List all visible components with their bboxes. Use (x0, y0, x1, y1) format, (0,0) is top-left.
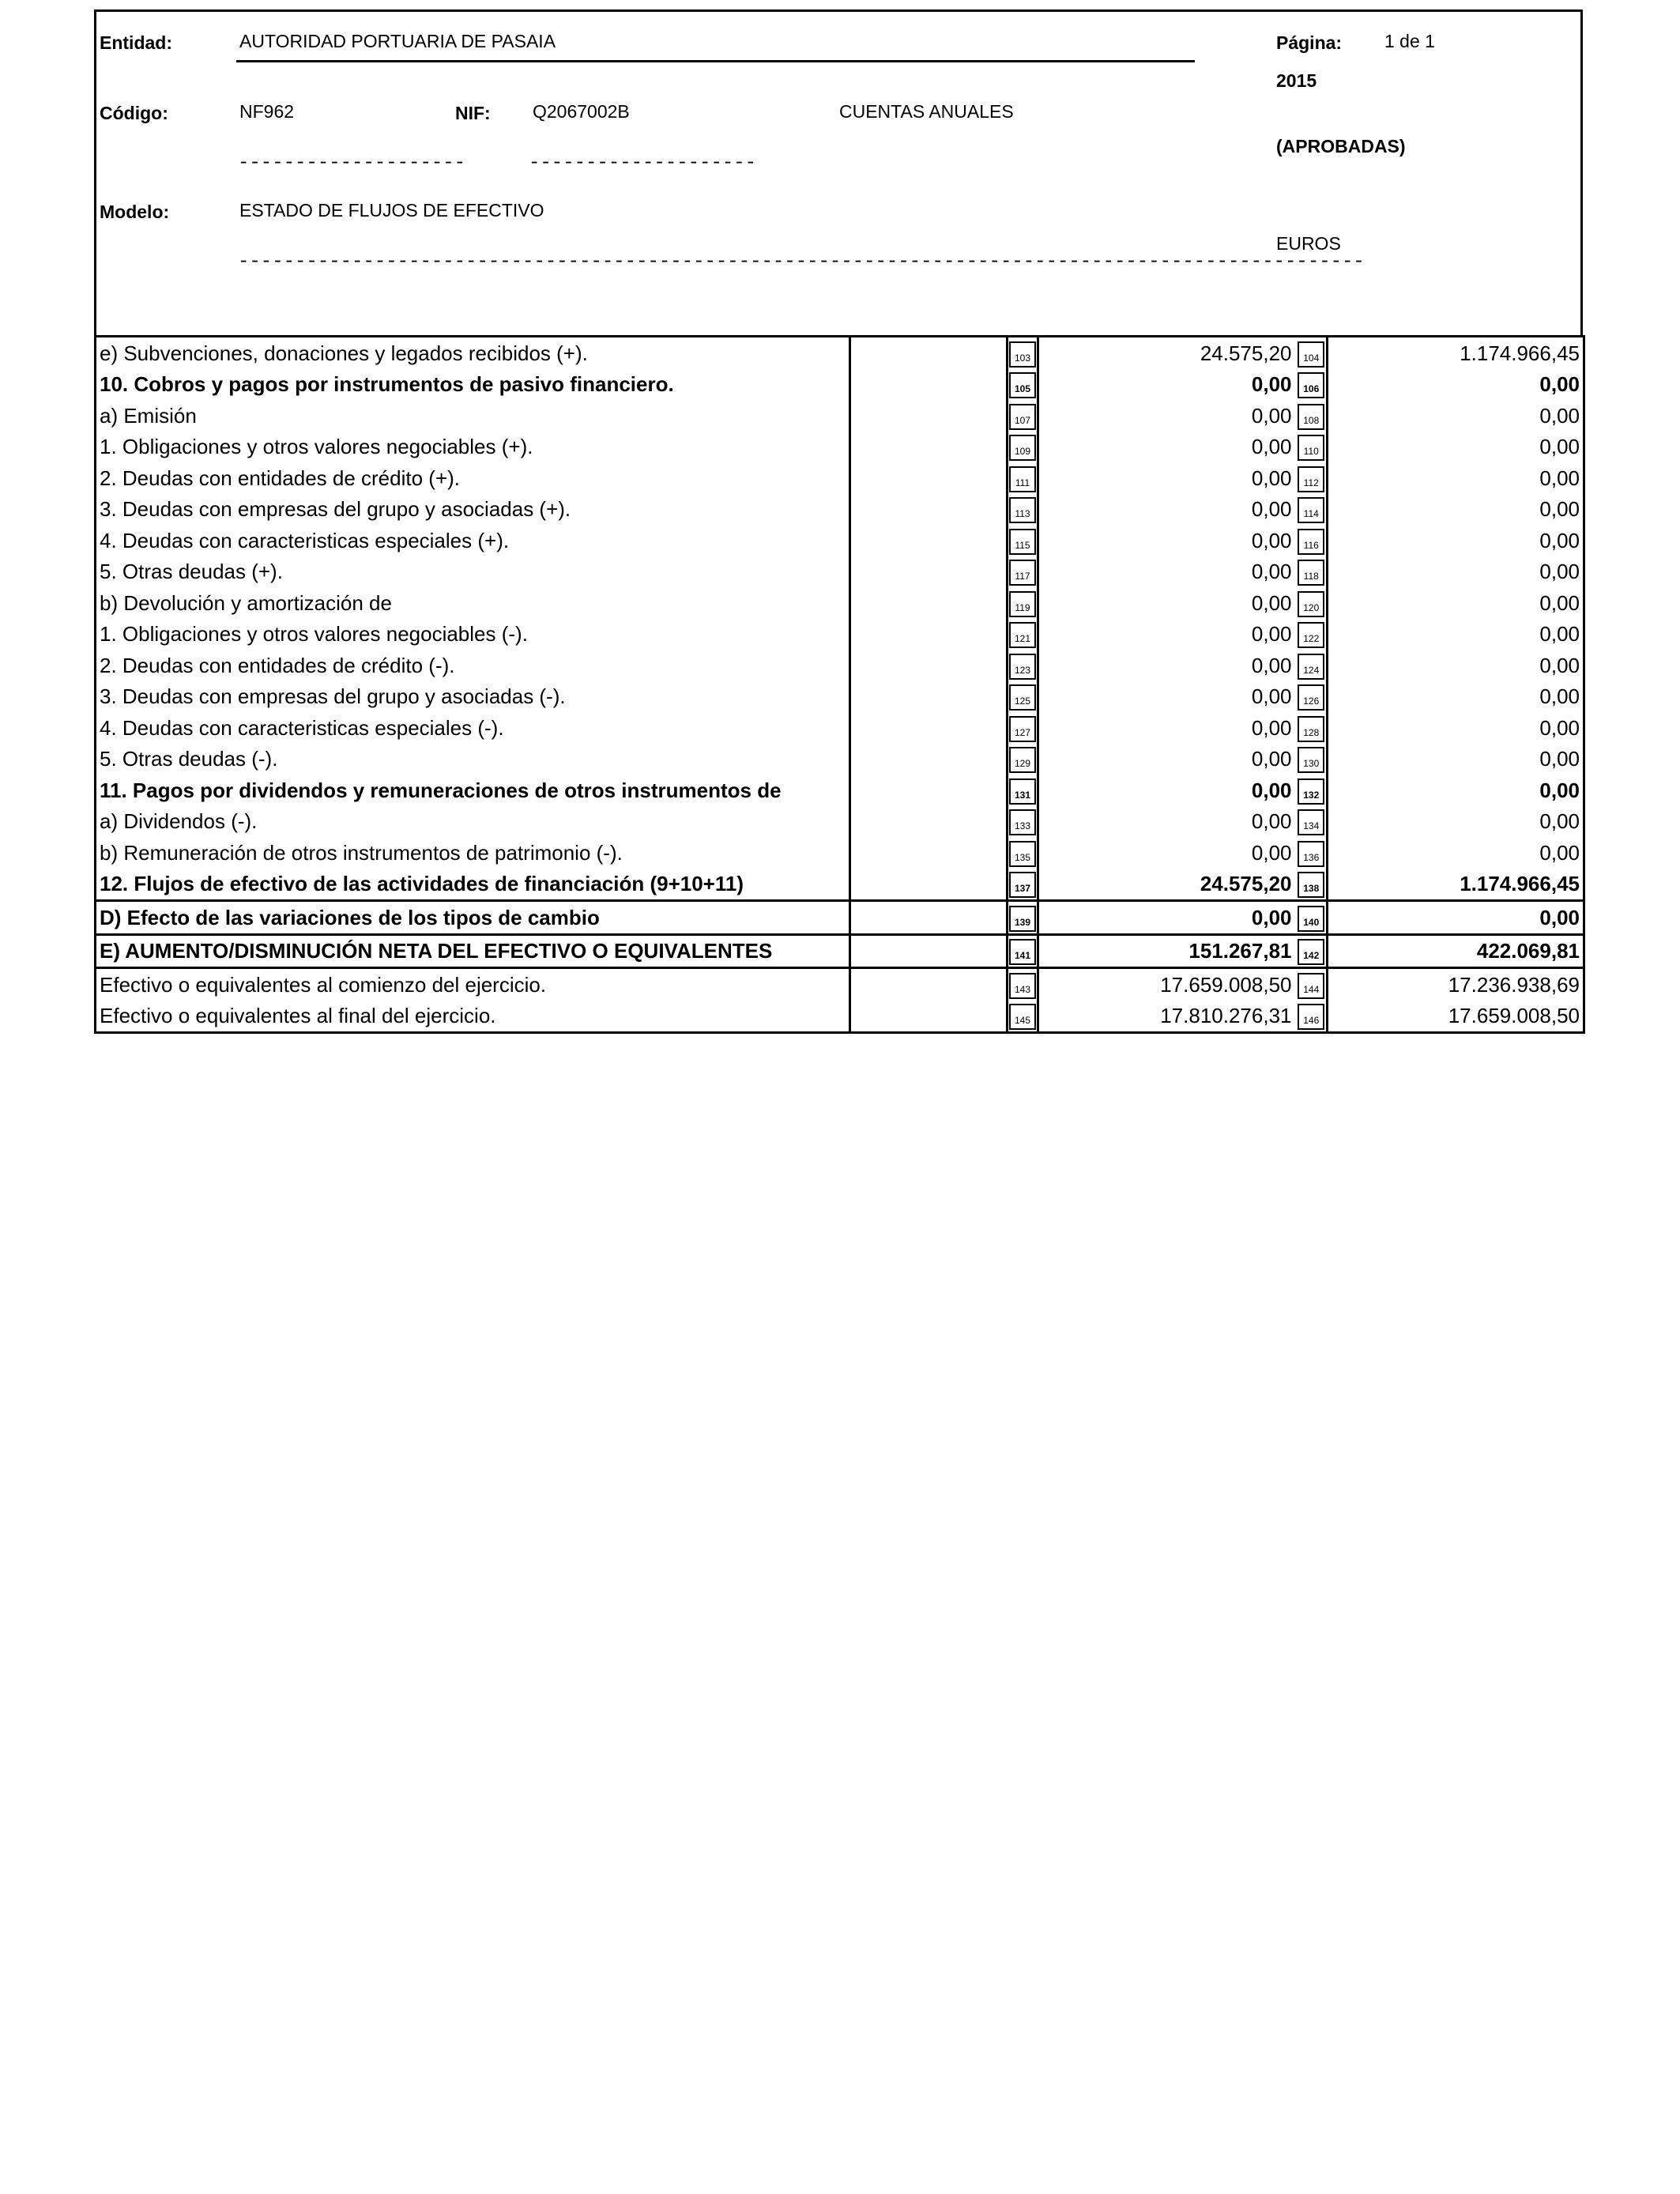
row-value-2015: 0,00 (1038, 712, 1297, 744)
codigo-dash-line: -------------------- (238, 153, 466, 174)
row-label: Efectivo o equivalentes al comienzo del ejercicio. (96, 968, 850, 1001)
row-code2: 118 (1298, 560, 1324, 586)
row-blank-cell (850, 712, 1008, 744)
table-row-16 (96, 806, 1584, 838)
cuentas-anuales: CUENTAS ANUALES (839, 101, 1014, 122)
row-label: b) Remuneración de otros instrumentos de patrimonio (-). (96, 837, 850, 869)
row-value-prev: 0,00 (1328, 806, 1584, 838)
row-value-prev: 0,00 (1328, 587, 1584, 619)
row-blank-cell (850, 934, 1008, 968)
row-code1-cell (1008, 619, 1038, 650)
modelo-label: Modelo: (100, 202, 170, 222)
row-code2-cell (1297, 432, 1328, 463)
row-value-prev: 422.069,81 (1328, 934, 1584, 968)
row-value-prev: 0,00 (1328, 369, 1584, 401)
table-row-4 (96, 432, 1584, 463)
currency-label: EUROS (1276, 233, 1341, 254)
row-code1: 131 (1009, 778, 1036, 805)
row-code2: 142 (1298, 939, 1324, 965)
row-value-2015: 0,00 (1038, 432, 1297, 463)
row-blank-cell (850, 556, 1008, 588)
modelo-dash-line: --------------------------------------------------------------------------------------------------- (238, 251, 1365, 273)
table-row-2 (96, 369, 1584, 401)
row-code2-cell (1297, 681, 1328, 713)
row-value-2015: 0,00 (1038, 494, 1297, 526)
table-row-18 (96, 869, 1584, 901)
row-code1-cell (1008, 556, 1038, 588)
row-code1-cell (1008, 462, 1038, 494)
row-code2-cell (1297, 556, 1328, 588)
row-value-prev: 0,00 (1328, 901, 1584, 935)
row-value-2015: 0,00 (1038, 681, 1297, 713)
row-code2-cell (1297, 587, 1328, 619)
row-value-2015: 0,00 (1038, 744, 1297, 775)
row-blank-cell (850, 744, 1008, 775)
row-blank-cell (850, 775, 1008, 806)
row-code1-cell (1008, 650, 1038, 681)
row-code2: 104 (1298, 341, 1324, 368)
row-blank-cell (850, 837, 1008, 869)
row-code1: 135 (1009, 841, 1036, 867)
table-row-22 (96, 1001, 1584, 1033)
row-code1: 105 (1009, 372, 1036, 398)
row-code1: 143 (1009, 973, 1036, 999)
row-code2: 146 (1298, 1004, 1324, 1030)
year: 2015 (1276, 70, 1317, 91)
cash-flow-body (96, 337, 1584, 1033)
table-row-3 (96, 400, 1584, 432)
row-code2: 144 (1298, 973, 1324, 999)
row-blank-cell (850, 650, 1008, 681)
row-code2-cell (1297, 400, 1328, 432)
row-label: 4. Deudas con caracteristicas especiales (+). (96, 525, 850, 556)
row-value-2015: 0,00 (1038, 837, 1297, 869)
row-code1-cell (1008, 901, 1038, 935)
row-label: 5. Otras deudas (+). (96, 556, 850, 588)
row-value-2015: 0,00 (1038, 400, 1297, 432)
row-label: D) Efecto de las variaciones de los tipos de cambio (96, 901, 850, 935)
table-row-8 (96, 556, 1584, 588)
row-code2: 110 (1298, 435, 1324, 461)
row-code2: 138 (1298, 872, 1324, 898)
row-value-prev: 0,00 (1328, 744, 1584, 775)
row-value-2015: 24.575,20 (1038, 869, 1297, 901)
row-blank-cell (850, 400, 1008, 432)
row-blank-cell (850, 432, 1008, 463)
row-code1-cell (1008, 432, 1038, 463)
row-code2: 108 (1298, 404, 1324, 430)
row-code1-cell (1008, 681, 1038, 713)
row-code2-cell (1297, 712, 1328, 744)
row-label: 3. Deudas con empresas del grupo y asociadas (-). (96, 681, 850, 713)
row-code1-cell (1008, 934, 1038, 968)
row-blank-cell (850, 1001, 1008, 1033)
row-label: 1. Obligaciones y otros valores negociables (-). (96, 619, 850, 650)
row-code1-cell (1008, 712, 1038, 744)
row-label: b) Devolución y amortización de (96, 587, 850, 619)
row-value-prev: 0,00 (1328, 525, 1584, 556)
row-code1: 123 (1009, 654, 1036, 680)
row-value-2015: 0,00 (1038, 587, 1297, 619)
row-code2-cell (1297, 1001, 1328, 1033)
row-code2-cell (1297, 337, 1328, 369)
row-code1-cell (1008, 869, 1038, 901)
table-row-6 (96, 494, 1584, 526)
row-code2-cell (1297, 369, 1328, 401)
table-row-20 (96, 934, 1584, 968)
row-code2: 130 (1298, 747, 1324, 773)
entidad-value: AUTORIDAD PORTUARIA DE PASAIA (239, 31, 556, 51)
row-code2-cell (1297, 901, 1328, 935)
table-row-12 (96, 681, 1584, 713)
row-code2-cell (1297, 775, 1328, 806)
row-value-prev: 0,00 (1328, 400, 1584, 432)
row-value-2015: 0,00 (1038, 775, 1297, 806)
table-row-19 (96, 901, 1584, 935)
row-code1-cell (1008, 587, 1038, 619)
row-value-2015: 0,00 (1038, 556, 1297, 588)
row-label: a) Dividendos (-). (96, 806, 850, 838)
row-label: e) Subvenciones, donaciones y legados recibidos (+). (96, 337, 850, 369)
row-value-prev: 0,00 (1328, 837, 1584, 869)
row-code1-cell (1008, 400, 1038, 432)
row-label: 2. Deudas con entidades de crédito (-). (96, 650, 850, 681)
row-code1: 115 (1009, 529, 1036, 555)
row-code2: 128 (1298, 716, 1324, 742)
row-code1-cell (1008, 369, 1038, 401)
row-code2: 140 (1298, 906, 1324, 932)
row-code2: 134 (1298, 809, 1324, 835)
row-value-2015: 24.575,20 (1038, 337, 1297, 369)
row-code2-cell (1297, 968, 1328, 1001)
table-row-13 (96, 712, 1584, 744)
row-blank-cell (850, 901, 1008, 935)
row-code2: 106 (1298, 372, 1324, 398)
row-code1: 139 (1009, 906, 1036, 932)
row-value-prev: 0,00 (1328, 462, 1584, 494)
row-code1-cell (1008, 744, 1038, 775)
table-row-9 (96, 587, 1584, 619)
table-row-21 (96, 968, 1584, 1001)
row-code1-cell (1008, 775, 1038, 806)
row-value-prev: 1.174.966,45 (1328, 337, 1584, 369)
row-code2-cell (1297, 869, 1328, 901)
row-code1: 111 (1009, 466, 1036, 492)
row-blank-cell (850, 337, 1008, 369)
row-code1: 107 (1009, 404, 1036, 430)
row-value-prev: 17.659.008,50 (1328, 1001, 1584, 1033)
row-code2-cell (1297, 619, 1328, 650)
row-label: 10. Cobros y pagos por instrumentos de pasivo financiero. (96, 369, 850, 401)
row-code1: 119 (1009, 591, 1036, 617)
row-code2: 132 (1298, 778, 1324, 805)
row-code2: 122 (1298, 622, 1324, 648)
aprobadas: (APROBADAS) (1276, 136, 1406, 156)
row-value-prev: 17.236.938,69 (1328, 968, 1584, 1001)
row-value-2015: 17.810.276,31 (1038, 1001, 1297, 1033)
row-code1-cell (1008, 494, 1038, 526)
row-value-prev: 1.174.966,45 (1328, 869, 1584, 901)
nif-label: NIF: (455, 103, 491, 123)
row-value-2015: 0,00 (1038, 806, 1297, 838)
row-code1: 129 (1009, 747, 1036, 773)
row-blank-cell (850, 806, 1008, 838)
row-value-2015: 0,00 (1038, 619, 1297, 650)
row-code2-cell (1297, 806, 1328, 838)
row-value-2015: 0,00 (1038, 901, 1297, 935)
row-value-prev: 0,00 (1328, 681, 1584, 713)
modelo-value: ESTADO DE FLUJOS DE EFECTIVO (239, 200, 544, 221)
row-blank-cell (850, 462, 1008, 494)
row-code2-cell (1297, 837, 1328, 869)
row-blank-cell (850, 587, 1008, 619)
nif-value: Q2067002B (533, 101, 630, 122)
row-code1: 137 (1009, 872, 1036, 898)
row-value-2015: 151.267,81 (1038, 934, 1297, 968)
row-code2-cell (1297, 934, 1328, 968)
table-row-17 (96, 837, 1584, 869)
table-row-7 (96, 525, 1584, 556)
row-label: 2. Deudas con entidades de crédito (+). (96, 462, 850, 494)
entidad-label: Entidad: (100, 32, 172, 53)
row-value-prev: 0,00 (1328, 494, 1584, 526)
entidad-underline (236, 60, 1195, 62)
table-row-15 (96, 775, 1584, 806)
cash-flow-table (94, 335, 1585, 1034)
row-code1: 121 (1009, 622, 1036, 648)
row-blank-cell (850, 619, 1008, 650)
row-code1: 125 (1009, 684, 1036, 711)
row-code1-cell (1008, 837, 1038, 869)
row-label: 3. Deudas con empresas del grupo y asociadas (+). (96, 494, 850, 526)
row-code1-cell (1008, 1001, 1038, 1033)
row-value-prev: 0,00 (1328, 556, 1584, 588)
row-label: 11. Pagos por dividendos y remuneraciones de otros instrumentos de (96, 775, 850, 806)
row-code1: 127 (1009, 716, 1036, 742)
table-row-10 (96, 619, 1584, 650)
row-code2-cell (1297, 744, 1328, 775)
row-label: a) Emisión (96, 400, 850, 432)
row-code2: 136 (1298, 841, 1324, 867)
row-label: 5. Otras deudas (-). (96, 744, 850, 775)
row-code2: 114 (1298, 497, 1324, 523)
pagina-label: Página: (1276, 32, 1343, 53)
table-row-1 (96, 337, 1584, 369)
row-label: Efectivo o equivalentes al final del ejercicio. (96, 1001, 850, 1033)
row-code2-cell (1297, 650, 1328, 681)
codigo-value: NF962 (239, 101, 295, 122)
row-blank-cell (850, 968, 1008, 1001)
row-code2: 124 (1298, 654, 1324, 680)
row-blank-cell (850, 494, 1008, 526)
row-code1-cell (1008, 337, 1038, 369)
header-box (94, 9, 1583, 335)
row-code1: 103 (1009, 341, 1036, 368)
row-value-2015: 0,00 (1038, 525, 1297, 556)
row-label: 4. Deudas con caracteristicas especiales (-). (96, 712, 850, 744)
row-value-prev: 0,00 (1328, 775, 1584, 806)
row-code1: 117 (1009, 560, 1036, 586)
document (94, 9, 1583, 1034)
row-code1: 141 (1009, 939, 1036, 965)
row-code2-cell (1297, 494, 1328, 526)
row-label: 12. Flujos de efectivo de las actividades de financiación (9+10+11) (96, 869, 850, 901)
table-row-5 (96, 462, 1584, 494)
row-label: 1. Obligaciones y otros valores negociables (+). (96, 432, 850, 463)
row-code1: 109 (1009, 435, 1036, 461)
row-code2: 126 (1298, 684, 1324, 711)
row-code2: 116 (1298, 529, 1324, 555)
row-value-prev: 0,00 (1328, 619, 1584, 650)
row-code1: 133 (1009, 809, 1036, 835)
row-code2-cell (1297, 462, 1328, 494)
row-value-2015: 0,00 (1038, 462, 1297, 494)
row-code1-cell (1008, 525, 1038, 556)
row-value-2015: 17.659.008,50 (1038, 968, 1297, 1001)
row-blank-cell (850, 869, 1008, 901)
codigo-label: Código: (100, 103, 168, 123)
row-value-prev: 0,00 (1328, 432, 1584, 463)
row-code1-cell (1008, 806, 1038, 838)
row-code2: 112 (1298, 466, 1324, 492)
row-label: E) AUMENTO/DISMINUCIÓN NETA DEL EFECTIVO O EQUIVALENTES (96, 934, 850, 968)
row-value-prev: 0,00 (1328, 712, 1584, 744)
table-row-11 (96, 650, 1584, 681)
nif-dash-line: -------------------- (529, 153, 757, 174)
row-code2: 120 (1298, 591, 1324, 617)
row-code2-cell (1297, 525, 1328, 556)
row-code1: 113 (1009, 497, 1036, 523)
row-code1: 145 (1009, 1004, 1036, 1030)
row-blank-cell (850, 369, 1008, 401)
pagina-value: 1 de 1 (1384, 31, 1435, 51)
row-blank-cell (850, 525, 1008, 556)
row-value-2015: 0,00 (1038, 650, 1297, 681)
row-value-prev: 0,00 (1328, 650, 1584, 681)
row-blank-cell (850, 681, 1008, 713)
row-value-2015: 0,00 (1038, 369, 1297, 401)
row-code1-cell (1008, 968, 1038, 1001)
table-row-14 (96, 744, 1584, 775)
